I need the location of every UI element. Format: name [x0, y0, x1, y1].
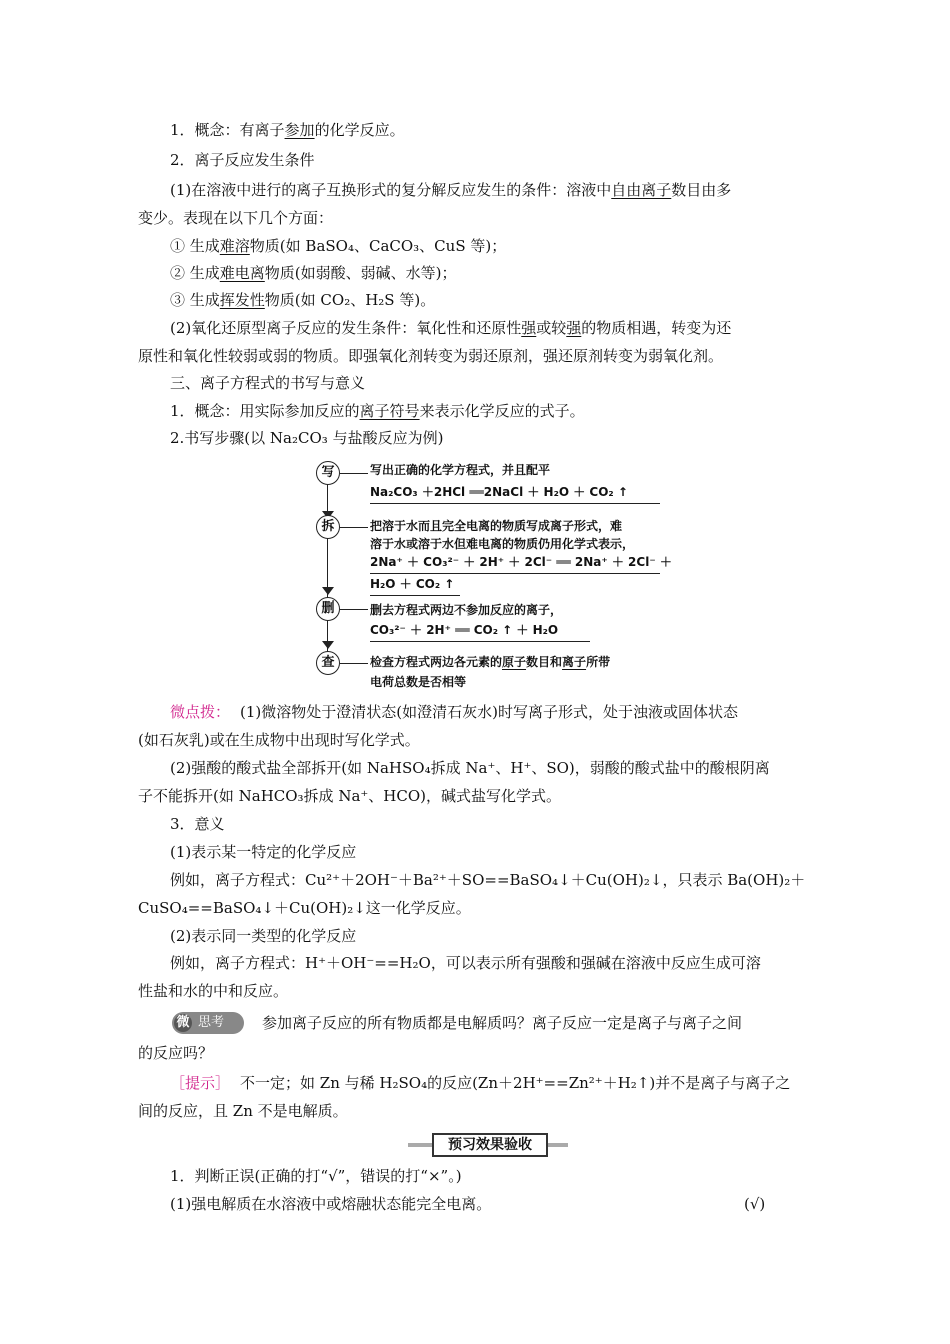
blank-answer: 自由离子	[611, 181, 672, 199]
heading-conditions: 2．离子反应发生条件	[170, 151, 315, 169]
concept-line: 1．概念：有离子参加的化学反应。	[170, 121, 405, 139]
blank-answer: 强	[566, 319, 582, 337]
paragraph: 例如，离子方程式：Cu²⁺＋2OH⁻＋Ba²⁺＋SO==BaSO₄↓＋Cu(OH)₂↓，只表示 Ba(OH)₂＋	[170, 871, 806, 889]
connector	[340, 527, 368, 528]
paragraph: 2.书写步骤(以 Na₂CO₃ 与盐酸反应为例)	[170, 429, 444, 447]
paragraph: CuSO₄==BaSO₄↓＋Cu(OH)₂↓这一化学反应。	[138, 899, 471, 917]
paragraph: (1)在溶液中进行的离子互换形式的复分解反应发生的条件：溶液中自由离子数目由多	[170, 181, 732, 199]
equation-rule	[370, 573, 660, 574]
connector	[340, 609, 368, 610]
arrow-down-icon	[322, 641, 334, 649]
blank-answer: 难电离	[219, 264, 265, 282]
blank-answer: 难溶	[219, 237, 250, 255]
paragraph: 原性和氧化性较弱或弱的物质。即强氧化剂转变为弱还原剂，强还原剂转变为弱氧化剂。	[138, 347, 724, 365]
paragraph: (2)氧化还原型离子反应的发生条件：氧化性和还原性强或较强的物质相遇，转变为还	[170, 319, 732, 337]
banner-title: 预习效果验收	[432, 1133, 548, 1157]
step-check-text: 电荷总数是否相等	[370, 675, 467, 689]
paragraph: 子不能拆开(如 NaHCO₃拆成 Na⁺、HCO)，碱式盐写化学式。	[138, 787, 562, 805]
heading-meaning: 3．意义	[170, 815, 225, 833]
step-delete-badge: 删	[316, 597, 340, 621]
step-delete-equation: CO₃²⁻ ＋ 2H⁺ ══ CO₂ ↑ ＋ H₂O	[370, 623, 559, 637]
equation-rule	[370, 595, 460, 596]
paragraph: (2)表示同一类型的化学反应	[170, 927, 357, 945]
step-write-badge: 写	[316, 461, 340, 485]
question-text: 的反应吗？	[138, 1044, 214, 1062]
step-check-badge: 查	[316, 651, 340, 675]
connector	[340, 473, 368, 474]
exercise-item: (1)强电解质在水溶液中或熔融状态能完全电离。	[170, 1195, 492, 1213]
paragraph: (1)表示某一特定的化学反应	[170, 843, 357, 861]
think-badge-icon: 微	[174, 1014, 192, 1032]
step-split-text: 溶于水或溶于水但难电离的物质仍用化学式表示，	[370, 537, 635, 551]
step-write-equation: Na₂CO₃ ＋2HCl ══2NaCl ＋ H₂O ＋ CO₂ ↑	[370, 485, 628, 499]
paragraph: 间的反应，且 Zn 不是电解质。	[138, 1102, 348, 1120]
paragraph: 1．概念：用实际参加反应的离子符号来表示化学反应的式子。	[170, 402, 585, 420]
step-delete-text: 删去方程式两边不参加反应的离子，	[370, 603, 563, 617]
paragraph: 变少。表现在以下几个方面：	[138, 209, 334, 227]
hint-label: ［提示］	[170, 1074, 231, 1092]
exercise-answer: (√)	[744, 1195, 766, 1213]
step-split-badge: 拆	[316, 515, 340, 539]
hint-paragraph: ［提示］ 不一定；如 Zn 与稀 H₂SO₄的反应(Zn＋2H⁺==Zn²⁺＋H₂↑)并不是离子与离子之	[170, 1074, 791, 1092]
paragraph: (如石灰乳)或在生成物中出现时写化学式。	[138, 731, 420, 749]
think-badge	[172, 1012, 244, 1034]
step-check-text: 检查方程式两边各元素的原子数目和离子所带	[370, 655, 611, 669]
paragraph: (2)强酸的酸式盐全部拆开(如 NaHSO₄拆成 Na⁺、H⁺、SO)，弱酸的酸式盐中的酸根阴离	[170, 759, 770, 777]
connector	[340, 663, 368, 664]
list-item: ① 生成难溶物质(如 BaSO₄、CaCO₃、CuS 等)；	[170, 237, 507, 255]
tip-label: 微点拨：	[170, 703, 231, 721]
exercise-instruction: 1．判断正误(正确的打“√”，错误的打“×”。)	[170, 1167, 462, 1185]
blank-answer: 强	[521, 319, 537, 337]
section-heading: 三、离子方程式的书写与意义	[170, 374, 366, 392]
step-split-equation: H₂O ＋ CO₂ ↑	[370, 577, 455, 591]
question-text: 参加离子反应的所有物质都是电解质吗？离子反应一定是离子与离子之间	[262, 1014, 743, 1032]
paragraph: 例如，离子方程式：H⁺＋OH⁻==H₂O，可以表示所有强酸和强碱在溶液中反应生成可溶	[170, 954, 761, 972]
step-split-text: 把溶于水而且完全电离的物质写成离子形式，难	[370, 519, 623, 533]
equation-rule	[370, 503, 660, 504]
blank-answer: 参加	[284, 121, 315, 139]
tip-paragraph: 微点拨： (1)微溶物处于澄清状态(如澄清石灰水)时写离子形式，处于浊液或固体状态	[170, 703, 738, 721]
equation-rule	[370, 641, 590, 642]
blank-answer: 挥发性	[219, 291, 265, 309]
step-split-equation: 2Na⁺ ＋ CO₃²⁻ ＋ 2H⁺ ＋ 2Cl⁻ ══ 2Na⁺ ＋ 2Cl⁻ ＋	[370, 555, 672, 569]
list-item: ③ 生成挥发性物质(如 CO₂、H₂S 等)。	[170, 291, 436, 309]
paragraph: 性盐和水的中和反应。	[138, 982, 289, 1000]
section-banner	[408, 1133, 568, 1155]
blank-answer: 离子符号	[359, 402, 420, 420]
think-badge-label: 思考	[198, 1015, 225, 1030]
list-item: ② 生成难电离物质(如弱酸、弱碱、水等)；	[170, 264, 457, 282]
writing-steps-diagram	[312, 455, 672, 695]
step-write-text: 写出正确的化学方程式，并且配平	[370, 463, 551, 477]
arrow-down-icon	[322, 587, 334, 595]
